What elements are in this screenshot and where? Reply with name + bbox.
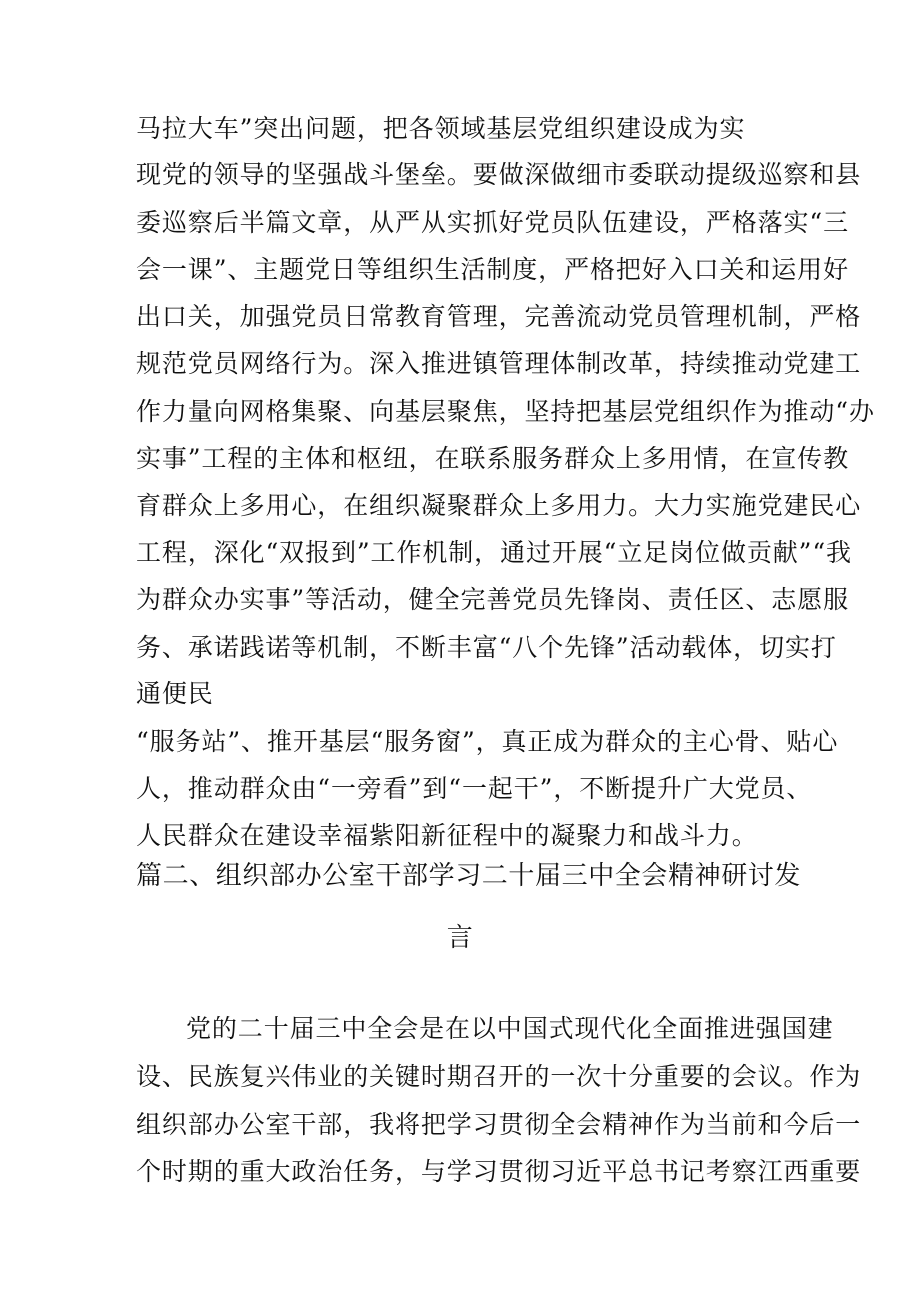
- body-line: 个时期的重大政治任务，与学习贯彻习近平总书记考察江西重要: [136, 1157, 862, 1186]
- body-line: 人，推动群众由“一旁看”到“一起干”，不断提升广大党员、: [136, 774, 813, 803]
- section-title-line: 篇二、组织部办公室干部学习二十届三中全会精神研讨发: [136, 861, 802, 891]
- body-line: 现党的领导的坚强战斗堡垒。要做深做细市委联动提级巡察和县: [136, 160, 862, 189]
- body-line: 通便民: [136, 679, 214, 708]
- body-line: 组织部办公室干部，我将把学习贯彻全会精神作为当前和今后一: [136, 1110, 862, 1139]
- body-line: 委巡察后半篇文章，从严从实抓好党员队伍建设，严格落实“三: [136, 208, 849, 237]
- body-line: 规范党员网络行为。深入推进镇管理体制改革，持续推动党建工: [136, 349, 862, 378]
- body-line: 作力量向网格集聚、向基层聚焦，坚持把基层党组织作为推动“办: [136, 397, 875, 426]
- body-line: “服务站”、推开基层“服务窗”，真正成为群众的主心骨、贴心: [136, 727, 839, 756]
- body-line: 为群众办实事”等活动，健全完善党员先锋岗、责任区、志愿服: [136, 585, 849, 614]
- body-line: 设、民族复兴伟业的关键时期召开的一次十分重要的会议。作为: [136, 1062, 862, 1091]
- section-title-line: 言: [446, 923, 474, 953]
- body-line: 工程，深化“双报到”工作机制，通过开展“立足岗位做贡献”“我: [136, 538, 852, 567]
- body-line: 务、承诺践诺等机制，不断丰富“八个先锋”活动载体，切实打: [136, 633, 837, 662]
- body-line: 人民群众在建设幸福紫阳新征程中的凝聚力和战斗力。: [136, 821, 758, 850]
- body-line: 出口关，加强党员日常教育管理，完善流动党员管理机制，严格: [136, 302, 862, 331]
- body-line: 育群众上多用心，在组织凝聚群众上多用力。大力实施党建民心: [136, 491, 862, 520]
- body-line-indented: 党的二十届三中全会是在以中国式现代化全面推进强国建: [186, 1014, 834, 1043]
- body-line: 会一课”、主题党日等组织生活制度，严格把好入口关和运用好: [136, 255, 849, 284]
- body-line: 实事”工程的主体和枢纽，在联系服务群众上多用情，在宣传教: [136, 444, 849, 473]
- body-line: 马拉大车”突出问题，把各领域基层党组织建设成为实: [136, 114, 746, 143]
